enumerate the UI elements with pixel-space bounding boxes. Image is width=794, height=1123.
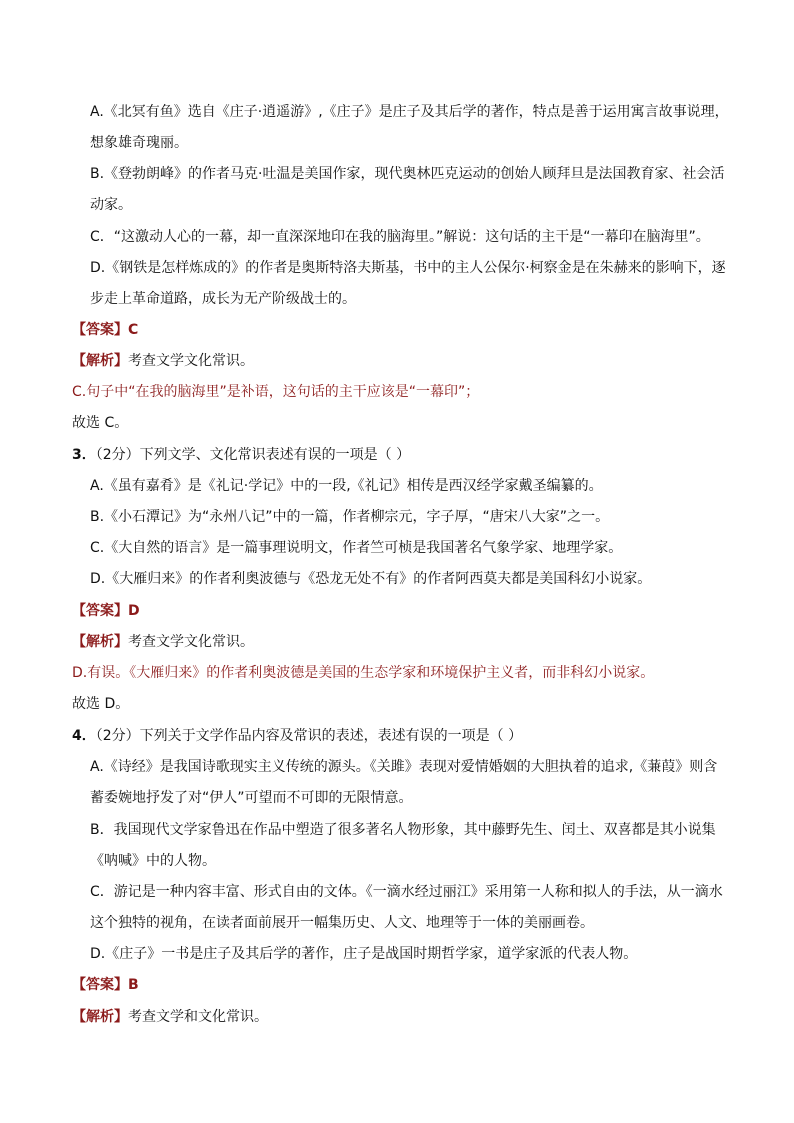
analysis-tag: 【解析】 (72, 634, 128, 650)
q3-option-b: B.《小石潭记》为“永州八记”中的一篇，作者柳宗元，字子厚，“唐宋八大家”之一。 (90, 509, 610, 525)
analysis-tag: 【解析】 (72, 1009, 128, 1025)
analysis-tag: 【解析】 (72, 353, 128, 369)
q4-option-b-line2: 《呐喊》中的人物。 (90, 853, 216, 869)
answer-value: D (128, 603, 140, 619)
q2-explanation: C.句子中“在我的脑海里”是补语，这句话的主干应该是“一幕印”； (72, 384, 480, 400)
q4-analysis (72, 1007, 268, 1027)
question-text: （2分）下列文学、文化常识表述有误的一项是（ ） (95, 447, 411, 463)
q4-option-b-line1: B．我国现代文学家鲁迅在作品中塑造了很多著名人物形象，其中藤野先生、闰土、双喜都是其小说集 (90, 822, 716, 838)
question-number: 3． (72, 447, 96, 463)
analysis-text: 考查文学和文化常识。 (128, 1009, 268, 1025)
q2-option-d-line2: 步走上革命道路，成长为无产阶级战士的。 (90, 291, 356, 307)
q2-option-b-line2: 动家。 (90, 197, 132, 213)
q4-answer (72, 975, 139, 995)
q2-option-c-line1: C．“这激动人心的一幕，却一直深深地印在我的脑海里。”解说：这句话的主干是“一幕印在脑海里”。 (90, 229, 710, 245)
answer-value: B (128, 977, 139, 993)
q2-analysis (72, 351, 254, 371)
q4-option-a-line1: A.《诗经》是我国诗歌现实主义传统的源头。《关雎》表现对爱情婚姻的大胆执着的追求,《蒹葭》则含 (90, 759, 718, 775)
q2-option-d-line1: D.《钢铁是怎样炼成的》的作者是奥斯特洛夫斯基，书中的主人公保尔·柯察金是在朱赫来的影响下，逐 (90, 260, 726, 276)
q3-option-d: D.《大雁归来》的作者利奥波德与《恐龙无处不有》的作者阿西莫夫都是美国科幻小说家。 (90, 571, 652, 587)
analysis-text: 考查文学文化常识。 (128, 634, 254, 650)
q3-explanation: D.有误。《大雁归来》的作者利奥波德是美国的生态学家和环境保护主义者，而非科幻小说家。 (72, 665, 655, 681)
q4-stem (72, 726, 522, 746)
q3-choose: 故选 D。 (72, 696, 130, 712)
q2-choose: 故选 C。 (72, 415, 129, 431)
q3-analysis (72, 632, 254, 652)
q4-option-c-line1: C．游记是一种内容丰富、形式自由的文体。《一滴水经过丽江》采用第一人称和拟人的手法，从一滴水 (90, 884, 723, 900)
q3-option-c: C.《大自然的语言》是一篇事理说明文，作者竺可桢是我国著名气象学家、地理学家。 (90, 540, 623, 556)
question-text: （2分）下列关于文学作品内容及常识的表述，表述有误的一项是（ ） (95, 728, 523, 744)
q3-stem (72, 445, 410, 465)
q2-option-a-line1: A.《北冥有鱼》选自《庄子·逍遥游》,《庄子》是庄子及其后学的著作，特点是善于运用寓言故事说理， (90, 104, 729, 120)
q4-option-c-line2: 这个独特的视角，在读者面前展开一幅集历史、人文、地理等于一体的美丽画卷。 (90, 915, 594, 931)
answer-tag: 【答案】 (72, 322, 128, 338)
q4-option-a-line2: 蓄委婉地抒发了对“伊人”可望而不可即的无限情意。 (90, 790, 413, 806)
answer-value: C (128, 322, 139, 338)
q4-option-d-line1: D.《庄子》一书是庄子及其后学的著作，庄子是战国时期哲学家，道学家派的代表人物。 (90, 946, 638, 962)
q3-answer (72, 601, 140, 621)
answer-tag: 【答案】 (72, 603, 128, 619)
analysis-text: 考查文学文化常识。 (128, 353, 254, 369)
question-number: 4． (72, 728, 96, 744)
q3-option-a: A.《虽有嘉肴》是《礼记·学记》中的一段,《礼记》相传是西汉经学家戴圣编纂的。 (90, 478, 603, 494)
q2-option-b-line1: B.《登勃朗峰》的作者马克·吐温是美国作家，现代奥林匹克运动的创始人顾拜旦是法国教育家、社会活 (90, 166, 725, 182)
q2-answer (72, 320, 138, 340)
answer-tag: 【答案】 (72, 977, 128, 993)
q2-option-a-line2: 想象雄奇瑰丽。 (90, 135, 188, 151)
